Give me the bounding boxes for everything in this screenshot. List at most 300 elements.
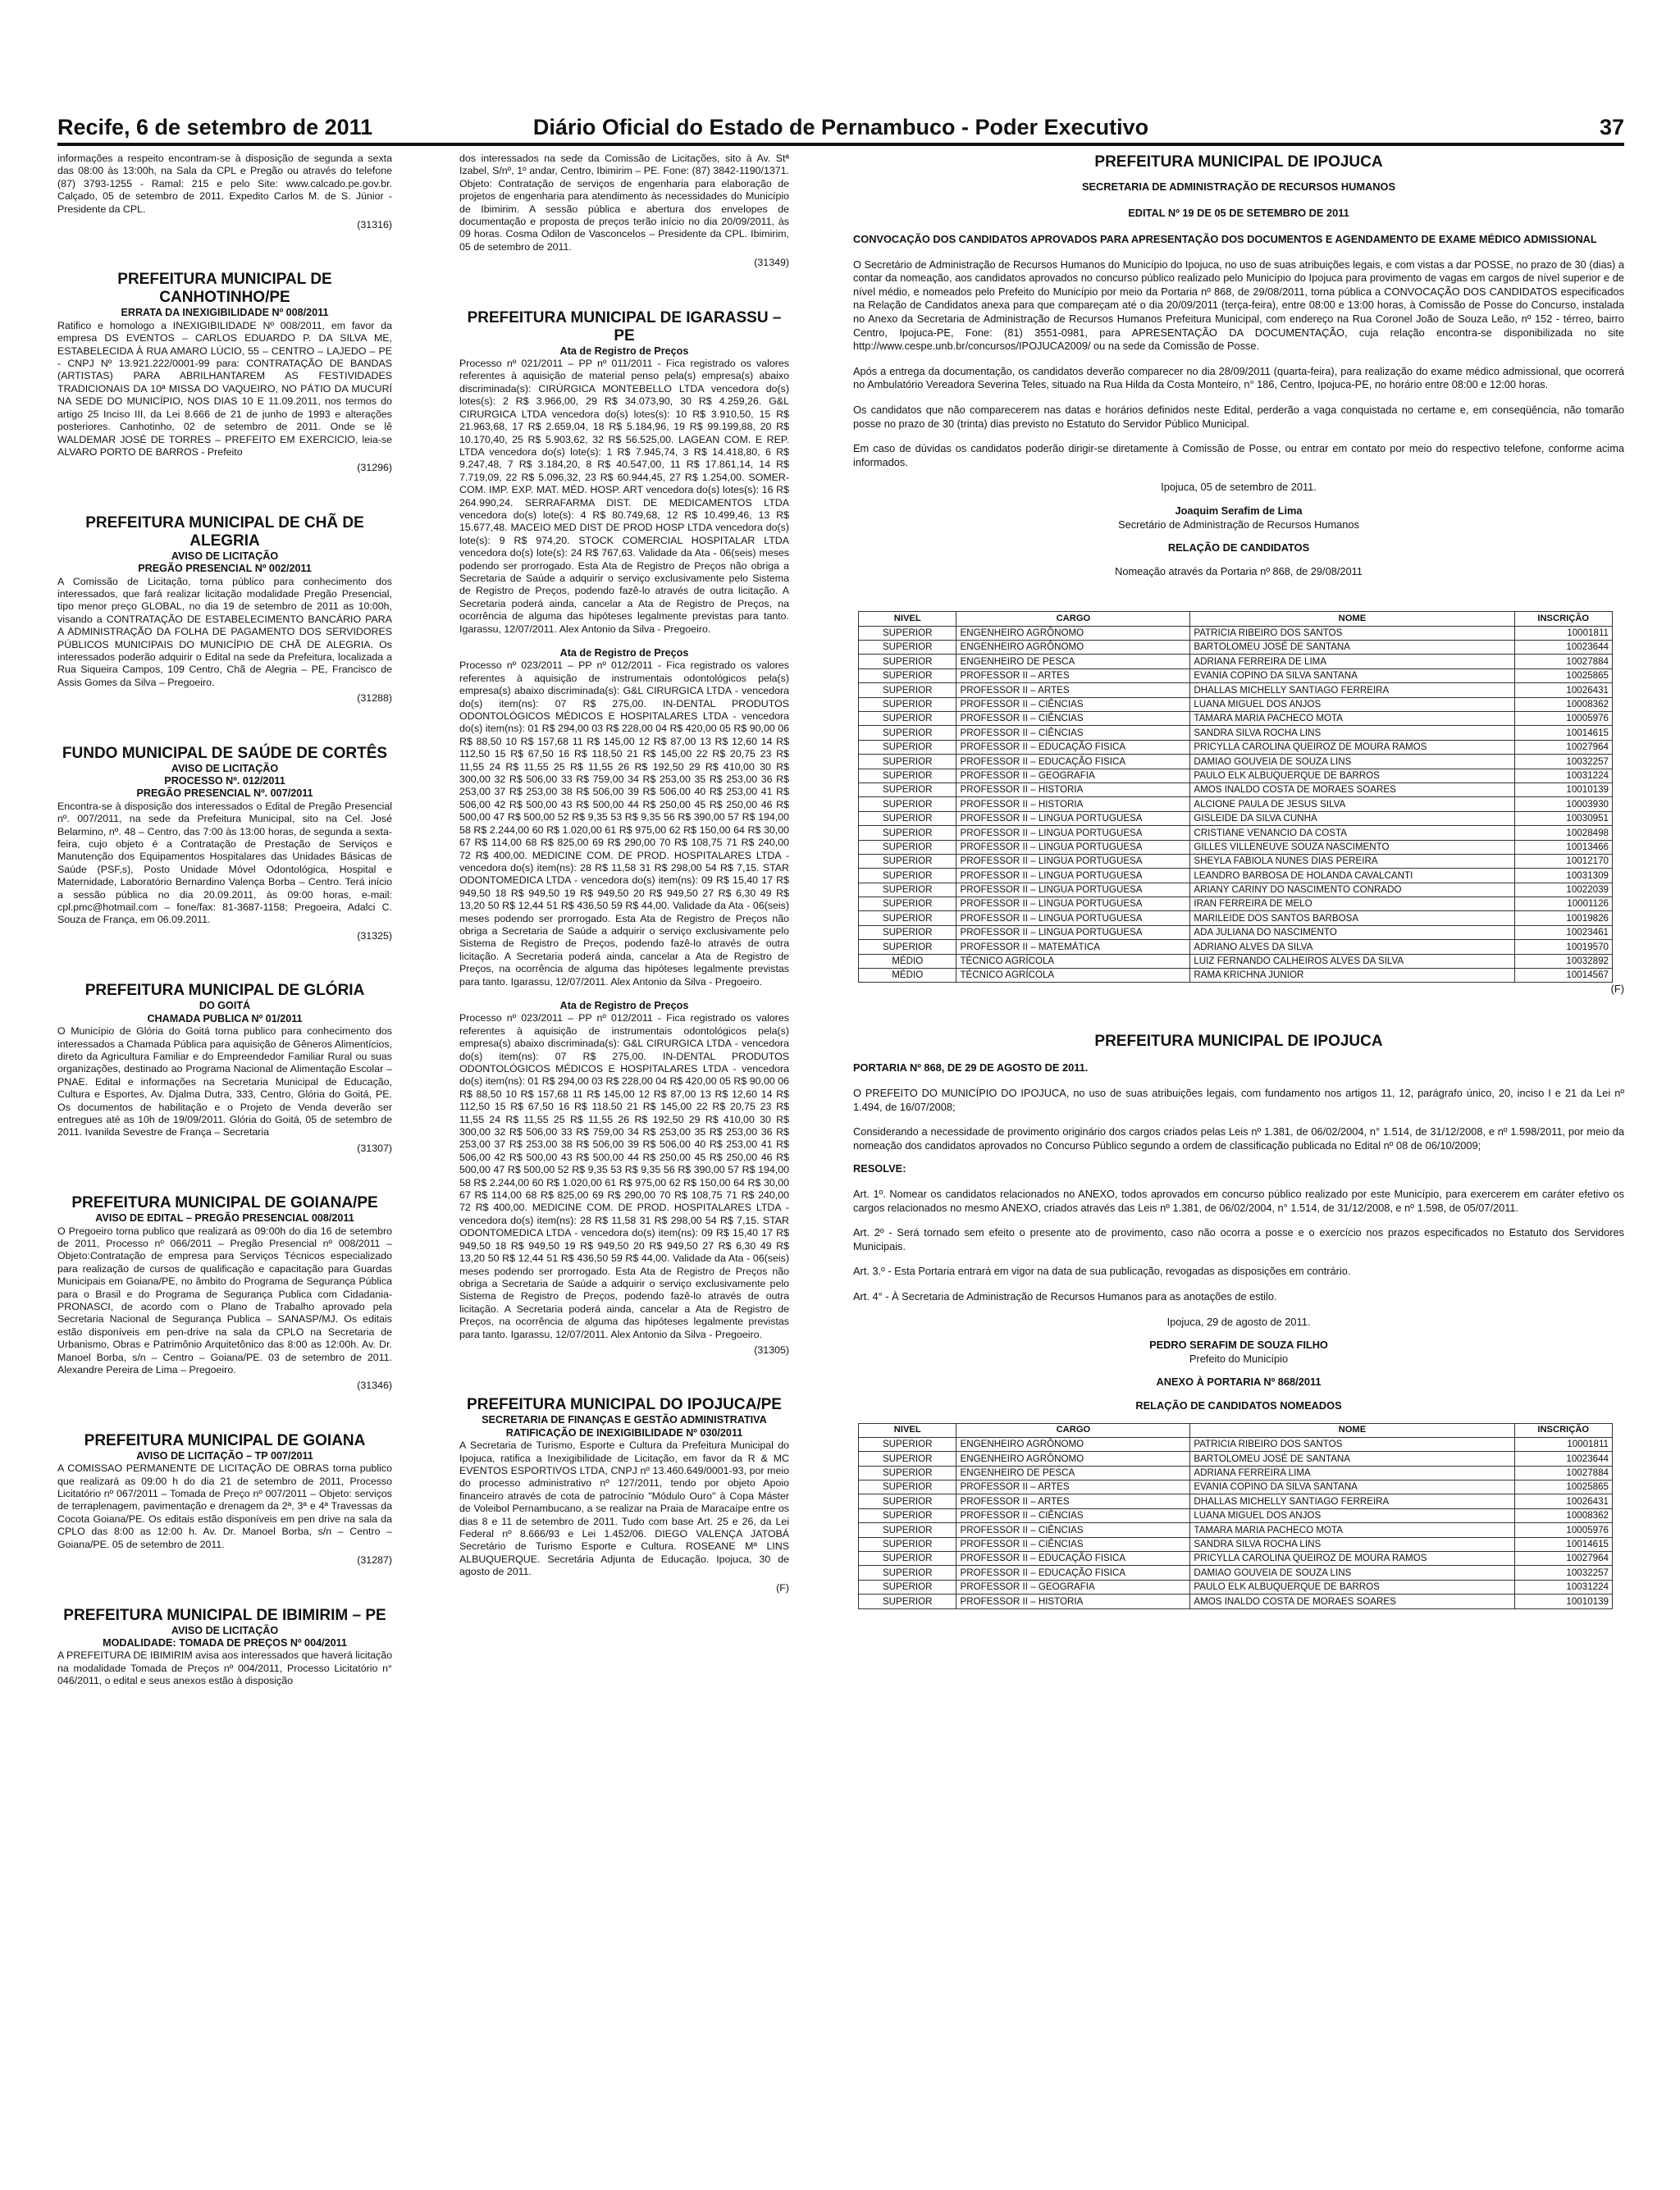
- section-gap: [57, 1579, 392, 1607]
- table-row: [859, 1481, 1613, 1494]
- table-cell: 10025865: [1514, 1481, 1613, 1494]
- table-cell: 10031224: [1514, 769, 1613, 782]
- table-cell: SUPERIOR: [859, 740, 956, 754]
- notice: [459, 1368, 789, 1595]
- place-date: Ipojuca, 29 de agosto de 2011.: [1166, 1315, 1311, 1328]
- notice: [57, 954, 392, 1155]
- table-cell: PROFESSOR II – EDUCAÇÃO FISICA: [956, 1552, 1190, 1566]
- table-cell: 10010139: [1514, 782, 1613, 796]
- notice-subtitle: AVISO DE LICITAÇÃO: [171, 1624, 279, 1636]
- portaria-section: [853, 1032, 1624, 1608]
- notice-text: O Município de Glória do Goitá torna publico para conhecimento dos interessados a Chamada Pública para aquisição de Gêneros Alimentícios, direto da Agricultura Familiar e do Empreendedor Familiar Rural ou suas organizações, destinado ao Programa Nacional de Alimentação Escolar – PNAE. Edital e informações na Secretaria Municipal de Educação, Cultura e Esportes, Av. Djalma Dutra, 333, Centro, Glória do Goitá, PE. Os documentos de habilitação e o Projeto de Venda deverão ser entregues até as 10h de 19/09/2011. Glória do Goitá, 05 de setembro de 2011. Ivanilda Sevestre de França – Secretaria: [57, 1025, 392, 1138]
- table-cell: DAMIAO GOUVEIA DE SOUZA LINS: [1190, 755, 1514, 769]
- section-gap: [57, 954, 392, 982]
- table-cell: PROFESSOR II – EDUCAÇÃO FISICA: [956, 1566, 1190, 1580]
- notice-subtitle: Ata de Registro de Preços: [559, 999, 689, 1011]
- table-cell: SUPERIOR: [859, 925, 956, 939]
- table-cell: SANDRA SILVA ROCHA LINS: [1190, 726, 1514, 740]
- table-cell: TAMARA MARIA PACHECO MOTA: [1190, 712, 1514, 726]
- notice: [459, 281, 789, 636]
- table-cell: 10019826: [1514, 911, 1613, 925]
- table-cell: PRICYLLA CAROLINA QUEIROZ DE MOURA RAMOS: [1190, 740, 1514, 754]
- table-cell: ADRIANA FERREIRA LIMA: [1190, 1466, 1514, 1480]
- paragraph-gap: [853, 1279, 1624, 1290]
- table-row: [859, 840, 1613, 854]
- candidates-table: [858, 611, 1613, 983]
- section-gap: [57, 1404, 392, 1432]
- paragraph: O Secretário de Administração de Recursos Humanos do Município do Ipojuca, no uso de suas atribuições legais, e com vistas a dar POSSE, no prazo de 30 (dias) a contar da nomeação, aos candidatos aprovados no concurso público realizado pelo Município do Ipojuca para provimento de vagas em cargos de nível superior e de nível médio, e nomeados pelo Prefeito do Município por meio da Portaria nº 868, de 29/08/2011, torna pública a CONVOCAÇÃO DOS CANDIDATOS especificados na Relação de Candidatos anexa para que compareçam até o dia 20/09/2011 (terça-feira), entre 08:00 e 13:00 horas, à Comissão de Posse do Concurso, instalada no Anexo da Secretaria de Administração de Recursos Humanos Prefeitura Municipal, com endereço na Rua Coronel João de Souza Leão, nº 152 - térreo, bairro Centro, Ipojuca-PE, Fone: (81) 3551-0981, para APRESENTAÇÃO DA DOCUMENTAÇÃO, cuja relação encontra-se disponibilizada no site http://www.cespe.unb.br/concursos/IPOJUCA2009/ ou na sede da Comissão de Posse.: [853, 258, 1624, 353]
- section-gap: [57, 486, 392, 514]
- section-gap: [57, 243, 392, 271]
- table-cell: ENGENHEIRO AGRÔNOMO: [956, 641, 1190, 655]
- section-code: (F): [1610, 983, 1624, 996]
- table-cell: PAULO ELK ALBUQUERQUE DE BARROS: [1190, 1580, 1514, 1594]
- table-cell: SUPERIOR: [859, 1566, 956, 1580]
- paragraph-gap: [853, 354, 1624, 365]
- table-row: [859, 740, 1613, 754]
- table-row: [859, 969, 1613, 983]
- annex-heading: ANEXO À PORTARIA Nº 868/2011: [1156, 1376, 1322, 1389]
- table-cell: SUPERIOR: [859, 1508, 956, 1522]
- notice-code: (31288): [357, 692, 392, 705]
- column-middle: [459, 153, 789, 2170]
- table-cell: SUPERIOR: [859, 940, 956, 954]
- table-row: [859, 1523, 1613, 1537]
- table-cell: MÉDIO: [859, 954, 956, 968]
- notice-text: A Comissão de Licitação, torna público para conhecimento dos interessados, que fará realizar licitação modalidade Pregão Presencial, tipo menor preço GLOBAL, no dia 19 de setembro de 2011 as 10:00h, visando a CONTRATAÇÃO DE ESTABELECIMENTO BANCÁRIO PARA A ADMINISTRAÇÃO DA FOLHA DE PAGAMENTO DOS SERVIDORES PÚBLICOS MUNICIPAIS DO MUNICÍPIO DE CHÃ DE ALEGRIA. Os interessados poderão adquirir o Edital na sede da Prefeitura, localizada a Rua Siqueira Campos, 109 Centro, Chã de Alegria – PE, Francisco de Assis Gomes da Silva – Pregoeiro.: [57, 575, 392, 688]
- table-cell: LEANDRO BARBOSA DE HOLANDA CAVALCANTI: [1190, 869, 1514, 883]
- notice-org: PREFEITURA MUNICIPAL DE CHÃ DE ALEGRIA: [85, 513, 364, 550]
- table-cell: 10028498: [1514, 826, 1613, 840]
- paragraph: Os candidatos que não comparecerem nas datas e horários definidos neste Edital, perderão a vaga conquistada no certame e, em conseqüência, não tomarão posse no prazo de 30 (trinta) dias previsto no Estatuto do Servidor Público Municipal.: [853, 403, 1624, 430]
- table-cell: SUPERIOR: [859, 854, 956, 868]
- paragraph: Considerando a necessidade de provimento originário dos cargos criados pelas Leis nº 1.381, de 06/02/2004, n° 1.514, de 31/12/2008, e nº 1.598/2011, por meio da nomeação dos candidatos aprovados no Concurso Público segundo a ordem de classificação publicada no Edital nº 08 de 06/10/2009;: [853, 1125, 1624, 1152]
- relation-heading: RELAÇÃO DE CANDIDATOS NOMEADOS: [1135, 1398, 1342, 1412]
- notice-subtitle: CHAMADA PUBLICA Nº 01/2011: [147, 1012, 303, 1024]
- table-cell: PROFESSOR II – CIÊNCIAS: [956, 1523, 1190, 1537]
- table-cell: PROFESSOR II – LINGUA PORTUGUESA: [956, 869, 1190, 883]
- notice-code: (31296): [357, 462, 392, 474]
- column-right: [853, 153, 1624, 2170]
- notice-subtitle: PREGÃO PRESENCIAL Nº 002/2011: [138, 563, 312, 575]
- table-row: [859, 1537, 1613, 1551]
- notice: [459, 153, 789, 270]
- notice-code: (31305): [754, 1344, 789, 1356]
- table-cell: ADRIANO ALVES DA SILVA: [1190, 940, 1514, 954]
- table-cell: ENGENHEIRO DE PESCA: [956, 1466, 1190, 1480]
- table-cell: PROFESSOR II – MATEMÁTICA: [956, 940, 1190, 954]
- notice: [459, 647, 789, 988]
- notice-code: (31346): [357, 1380, 392, 1392]
- table-cell: SUPERIOR: [859, 811, 956, 825]
- column-left: [57, 153, 392, 2170]
- place-date: Ipojuca, 05 de setembro de 2011.: [1161, 481, 1317, 494]
- column-header: CARGO: [956, 612, 1190, 626]
- notice-subtitle: Ata de Registro de Preços: [559, 344, 689, 357]
- table-cell: 10001811: [1514, 626, 1613, 640]
- notice-text: informações a respeito encontram-se à disposição de segunda a sexta das 08:00 às 13:00h, na Sala da CPL e Pregão ou através do telefone (87) 3793-1255 - Ramal: 215 e pelo Site: www.calcado.pe.gov.br. Calçado, 05 de setembro de 2011. Expedito Carlos M. de S. Júnior - Presidente da CPL.: [57, 153, 392, 215]
- table-cell: SUPERIOR: [859, 1481, 956, 1494]
- table-row: [859, 626, 1613, 640]
- portaria-heading: PORTARIA Nº 868, DE 29 DE AGOSTO DE 2011.: [853, 1061, 1089, 1074]
- nomination-note: Nomeação através da Portaria nº 868, de 29/08/2011: [1115, 564, 1363, 577]
- page-number: 37: [1599, 115, 1624, 139]
- table-cell: 10014615: [1514, 1537, 1613, 1551]
- notice-subtitle: PREGÃO PRESENCIAL Nº. 007/2011: [136, 787, 313, 800]
- table-cell: SUPERIOR: [859, 797, 956, 811]
- table-cell: 10032257: [1514, 755, 1613, 769]
- table-row: [859, 897, 1613, 911]
- table-cell: 10032892: [1514, 954, 1613, 968]
- notice-org: PREFEITURA MUNICIPAL DE IGARASSU – PE: [467, 308, 782, 344]
- table-cell: SUPERIOR: [859, 726, 956, 740]
- notice-subtitle: PROCESSO Nº. 012/2011: [164, 775, 285, 787]
- table-cell: PROFESSOR II – HISTORIA: [956, 1595, 1190, 1608]
- table-row: [859, 1595, 1613, 1608]
- table-cell: 10025865: [1514, 668, 1613, 682]
- table-cell: SUPERIOR: [859, 897, 956, 911]
- portaria-paragraphs: [853, 1075, 1624, 1152]
- table-cell: PROFESSOR II – HISTORIA: [956, 797, 1190, 811]
- table-row: [859, 1466, 1613, 1480]
- table-cell: PROFESSOR II – CIÊNCIAS: [956, 1508, 1190, 1522]
- table-cell: PROFESSOR II – CIÊNCIAS: [956, 726, 1190, 740]
- table-row: [859, 883, 1613, 897]
- table-cell: SUPERIOR: [859, 683, 956, 697]
- table-cell: 10031224: [1514, 1580, 1613, 1594]
- table-cell: SUPERIOR: [859, 668, 956, 682]
- table-cell: SUPERIOR: [859, 1595, 956, 1608]
- paragraph: O PREFEITO DO MUNICÍPIO DO IPOJUCA, no uso de suas atribuições legais, com fundamento nos artigos 11, 12, parágrafo único, 20, inciso I e 21 da Lei nº 1.494, de 16/07/2008;: [853, 1087, 1624, 1113]
- table-cell: SUPERIOR: [859, 697, 956, 711]
- table-cell: SHEYLA FABIOLA NUNES DIAS PEREIRA: [1190, 854, 1514, 868]
- table-cell: EVANIA COPINO DA SILVA SANTANA: [1190, 668, 1514, 682]
- table-cell: GISLEIDE DA SILVA CUNHA: [1190, 811, 1514, 825]
- table-cell: CRISTIANE VENANCIO DA COSTA: [1190, 826, 1514, 840]
- table-cell: 10010139: [1514, 1595, 1613, 1608]
- table-cell: PROFESSOR II – EDUCAÇÃO FISICA: [956, 755, 1190, 769]
- masthead-date: Recife, 6 de setembro de 2011: [57, 115, 373, 139]
- table-row: [859, 755, 1613, 769]
- table-cell: ENGENHEIRO DE PESCA: [956, 655, 1190, 668]
- table-cell: MÉDIO: [859, 969, 956, 983]
- table-row: [859, 683, 1613, 697]
- table-cell: SUPERIOR: [859, 869, 956, 883]
- table-cell: SUPERIOR: [859, 626, 956, 640]
- table-cell: TÉCNICO AGRÍCOLA: [956, 969, 1190, 983]
- table-cell: 10022039: [1514, 883, 1613, 897]
- table-cell: PATRICIA RIBEIRO DOS SANTOS: [1190, 1437, 1514, 1451]
- notice-code: (31325): [357, 929, 392, 942]
- notice-text: O Pregoeiro torna publico que realizará as 09:00h do dia 16 de setembro de 2011, Processo nº 066/2011 – Pregão Presencial nº 008/2011 – Objeto:Contratação de empresa para Serviços Técnicos especializado para realização de cursos de qualificação e capacitação para Guardas Municipais em Goiana/PE, no âmbito do Programa de Segurança Pública para o Brasil e do Programa de Segurança Publica com Cidadania- PRONASCI, de acordo com o Plano de Trabalho aprovado pela Secretaria Nacional de Segurança Publica – SANASP/MJ. Os editais estão disponíveis em pen-drive na sala da CPLO na Secretaria de Urbanismo, Obras e Patrimônio Arquitetônico das 8:00 as 12:00h. Av. Dr. Manoel Borba, s/n – Centro – Goiana/PE. 03 de setembro de 2011. Alexandre Pereira de Lima – Pregoeiro.: [57, 1225, 392, 1376]
- table-row: [859, 782, 1613, 796]
- notice: [57, 1404, 392, 1567]
- table-cell: IRAN FERREIRA DE MELO: [1190, 897, 1514, 911]
- table-header-row: [859, 612, 1613, 626]
- table-cell: PROFESSOR II – LINGUA PORTUGUESA: [956, 840, 1190, 854]
- table-cell: 10008362: [1514, 1508, 1613, 1522]
- table-cell: 10019570: [1514, 940, 1613, 954]
- table-cell: SUPERIOR: [859, 840, 956, 854]
- portaria-articles: [853, 1176, 1624, 1304]
- paragraph: Art. 1º. Nomear os candidatos relacionados no ANEXO, todos aprovados em concurso público realizado por este Município, para exercerem em caráter efetivo os cargos relacionados no mesmo ANEXO, criados através das Leis nº 1.381, de 06/02/2004, n° 1.514, de 31/12/2008, e nº 1.598, de 05/07/2011.: [853, 1188, 1624, 1214]
- signer-name: PEDRO SERAFIM DE SOUZA FILHO: [1149, 1339, 1328, 1352]
- paragraph-gap: [853, 1075, 1624, 1087]
- table-cell: PROFESSOR II – GEOGRAFIA: [956, 769, 1190, 782]
- table-row: [859, 697, 1613, 711]
- table-cell: AMOS INALDO COSTA DE MORAES SOARES: [1190, 782, 1514, 796]
- table-cell: TÉCNICO AGRÍCOLA: [956, 954, 1190, 968]
- notice-text: A PREFEITURA DE IBIMIRIM avisa aos interessados que haverá licitação na modalidade Tomada de Preços nº 004/2011, Processo Licitatório n° 046/2011, o edital e seus anexos estão à disposição: [57, 1649, 392, 1687]
- table-row: [859, 797, 1613, 811]
- relation-heading: RELAÇÃO DE CANDIDATOS: [1167, 541, 1310, 554]
- table-cell: SUPERIOR: [859, 911, 956, 925]
- table-row: [859, 1508, 1613, 1522]
- table-cell: 10003930: [1514, 797, 1613, 811]
- table-cell: BARTOLOMEU JOSÉ DE SANTANA: [1190, 641, 1514, 655]
- notice-text: Processo nº 021/2011 – PP nº 011/2011 - Fica registrado os valores referentes à aquisição de material penso pela(s) empresa(s) abaixo discriminada(s): CIRÚRGICA MONTEBELLO LTDA vencedora do(s) lotes(s): 2 R$ 3.966,00, 29 R$ 34.073,90, 30 R$ 4.259,26. G&L CIRURGICA LTDA vencedora do(s) lotes(s): 10 R$ 3.910,50, 15 R$ 21.963,68, 17 R$ 2.659,04, 18 R$ 5.184,96, 19 R$ 99.199,88, 20 R$ 10.170,40, 25 R$ 5.903,62, 32 R$ 56.525,00. LAGEAN COM. E REP. LTDA vencedora do(s) lote(s): 1 R$ 7.945,74, 3 R$ 14.418,80, 6 R$ 9.247,48, 7 R$ 3.184,20, 8 R$ 40.547,00, 11 R$ 17.861,14, 14 R$ 7.719,09, 22 R$ 5.096,32, 23 R$ 60.944,45, 27 R$ 1.254,00. SOMER-COM. IMP. EXP. MAT. MÉD. HOSP. ART vencedora do(s) lotes(s): 16 R$ 264.990,24. SERRAFARMA DIST. DE MEDICAMENTOS LTDA vencedora do(s) lote(s): 4 R$ 80.749,68, 12 R$ 10.499,46, 13 R$ 15.677,48. MACEIO MED DIST DE PROD HOSP LTDA vencedora do(s) lote(s): 9 R$ 974,20. STOCK COMERCIAL HOSPITALAR LTDA vencedora do(s) lote(s): 24 R$ 767,63. Validade da Ata - 06(seis) meses podendo ser prorrogado. Esta Ata de Registro de Preços não obriga a Secretaria de Saúde a adquirir o serviço exclusivamente pelo Sistema de Registro de Preços, podendo fazê-lo através de outra licitação. A Secretaria poderá ainda, cancelar a Ata de Registro de Preços, na ocorrência de alguma das hipóteses legalmente previstas para tanto. Igarassu, 12/07/2011. Alex Antonio da Silva - Pregoeiro.: [459, 358, 789, 635]
- table-row: [859, 911, 1613, 925]
- table-row: [859, 641, 1613, 655]
- table-row: [859, 1552, 1613, 1566]
- table-cell: SANDRA SILVA ROCHA LINS: [1190, 1537, 1514, 1551]
- table-cell: SUPERIOR: [859, 755, 956, 769]
- paragraph-gap: [853, 247, 1624, 258]
- section-gap: [57, 717, 392, 745]
- table-cell: SUPERIOR: [859, 1580, 956, 1594]
- table-cell: SUPERIOR: [859, 1452, 956, 1466]
- notice: [57, 1579, 392, 1688]
- table-cell: RAMA KRICHNA JUNIOR: [1190, 969, 1514, 983]
- table-row: [859, 1566, 1613, 1580]
- table-cell: PROFESSOR II – CIÊNCIAS: [956, 697, 1190, 711]
- table-row: [859, 869, 1613, 883]
- notice-subtitle: AVISO DE LICITAÇÃO: [171, 762, 279, 774]
- table-cell: PROFESSOR II – CIÊNCIAS: [956, 1537, 1190, 1551]
- paragraph-gap: [853, 1114, 1624, 1125]
- table-cell: 10027964: [1514, 740, 1613, 754]
- table-cell: 10027964: [1514, 1552, 1613, 1566]
- table-cell: PROFESSOR II – LINGUA PORTUGUESA: [956, 826, 1190, 840]
- table-cell: 10027884: [1514, 1466, 1613, 1480]
- notice-text: Ratifico e homologo a INEXIGIBILIDADE Nº 008/2011, em favor da empresa DS EVENTOS – CARLOS EDUARDO P. DA SILVA ME, ESTABELECIDA À RUA AMARO LÚCIO, 55 – CENTRO – LAJEDO – PE - CNPJ Nº 13.921.222/0001-99 para: CONTRATAÇÃO DE BANDAS (ARTISTAS) PARA ABRILHANTAREM AS FESTIVIDADES TRADICIONAIS DA 10ª MISSA DO VAQUEIRO, NO PÁTIO DA MUCURÍ NA SEDE DO MUNICÍPIO, NOS DIAS 10 E 11.09.2011, nos termos do artigo 25 Inciso III, da Lei 8.666 de 21 de junho de 1993 e alterações posteriores. Canhotinho, 02 de setembro de 2011. Onde se lê WALDEMAR JOSÉ DE TORRES – PREFEITO EM EXERCICIO, leia-se ALVARO PORTO DE BARROS - Prefeito: [57, 319, 392, 458]
- notice-org: PREFEITURA MUNICIPAL DE IBIMIRIM – PE: [63, 1606, 386, 1624]
- table-cell: ENGENHEIRO AGRÔNOMO: [956, 1452, 1190, 1466]
- table-cell: DHALLAS MICHELLY SANTIAGO FERREIRA: [1190, 1494, 1514, 1508]
- table-cell: PROFESSOR II – ARTES: [956, 668, 1190, 682]
- table-row: [859, 769, 1613, 782]
- table-cell: PRICYLLA CAROLINA QUEIROZ DE MOURA RAMOS: [1190, 1552, 1514, 1566]
- table-cell: 10026431: [1514, 1494, 1613, 1508]
- signer-role: Secretário de Administração de Recursos Humanos: [1118, 518, 1359, 531]
- table-row: [859, 925, 1613, 939]
- table-cell: 10030951: [1514, 811, 1613, 825]
- paragraph-gap: [853, 431, 1624, 442]
- table-row: [859, 940, 1613, 954]
- table-cell: MARILEIDE DOS SANTOS BARBOSA: [1190, 911, 1514, 925]
- table-cell: PROFESSOR II – LINGUA PORTUGUESA: [956, 911, 1190, 925]
- notice-text: Processo nº 023/2011 – PP nº 012/2011 - Fica registrado os valores referentes à aquisição de instrumentais odontológicos pela(s) empresa(s) abaixo discriminada(s): G&L CIRURGICA LTDA - vencedora do(s) item(ns): 07 R$ 275,00. IN-DENTAL PRODUTOS ODONTOLÓGICOS MÉDICOS E HOSPITALARES LTDA - vencedora do(s) item(ns): 01 R$ 294,00 03 R$ 228,00 04 R$ 420,00 05 R$ 90,00 06 R$ 88,50 10 R$ 157,68 11 R$ 145,00 12 R$ 87,00 13 R$ 12,60 14 R$ 112,50 15 R$ 67,50 16 R$ 118,50 21 R$ 145,00 22 R$ 20,75 23 R$ 11,55 24 R$ 11,55 25 R$ 11,55 26 R$ 192,50 29 R$ 410,00 30 R$ 300,00 32 R$ 506,00 33 R$ 759,00 34 R$ 253,00 35 R$ 253,00 36 R$ 253,00 37 R$ 253,00 38 R$ 506,00 39 R$ 506,00 40 R$ 253,00 41 R$ 506,00 42 R$ 500,00 43 R$ 500,00 44 R$ 250,00 45 R$ 250,00 46 R$ 500,00 47 R$ 500,00 52 R$ 9,35 53 R$ 9,35 56 R$ 390,00 57 R$ 194,00 58 R$ 2.244,00 60 R$ 1.020,00 61 R$ 975,00 62 R$ 150,00 64 R$ 30,00 67 R$ 114,00 68 R$ 825,00 69 R$ 290,00 70 R$ 108,75 71 R$ 240,00 72 R$ 400,00. MEDICINE COM. DE PROD. HOSPITALARES LTDA - vencedora do(s) item(ns): 28 R$ 11,58 31 R$ 298,00 54 R$ 7,15. STAR ODONTOMEDICA LTDA - vencedora do(s) item(ns): 09 R$ 15,40 17 R$ 949,50 18 R$ 949,50 19 R$ 949,50 20 R$ 949,50 27 R$ 6,30 49 R$ 13,20 50 R$ 12,44 51 R$ 436,50 59 R$ 44,00. Validade da Ata - 06(seis) meses podendo ser prorrogado. Esta Ata de Registro de Preços não obriga a Secretaria de Saúde a adquirir o serviço exclusivamente pelo Sistema de Registro de Preços, podendo fazê-lo através de outra licitação. A Secretaria poderá ainda, cancelar a Ata de Registro de Preços, na ocorrência de alguma das hipóteses legalmente previstas para tanto. Igarassu, 12/07/2011. Alex Antonio da Silva - Pregoeiro.: [459, 659, 789, 988]
- table-row: [859, 712, 1613, 726]
- table-row: [859, 1494, 1613, 1508]
- paragraph-gap: [853, 392, 1624, 404]
- table-cell: SUPERIOR: [859, 1523, 956, 1537]
- resolve-heading: RESOLVE:: [853, 1162, 906, 1175]
- table-cell: DAMIAO GOUVEIA DE SOUZA LINS: [1190, 1566, 1514, 1580]
- table-cell: 10012170: [1514, 854, 1613, 868]
- table-cell: PROFESSOR II – LINGUA PORTUGUESA: [956, 854, 1190, 868]
- table-cell: ALCIONE PAULA DE JESUS SILVA: [1190, 797, 1514, 811]
- paragraph: Art. 4° - À Secretaria de Administração de Recursos Humanos para as anotações de estilo.: [853, 1289, 1277, 1303]
- table-cell: PROFESSOR II – LINGUA PORTUGUESA: [956, 925, 1190, 939]
- notice-subtitle: AVISO DE LICITAÇÃO – TP 007/2011: [136, 1449, 313, 1462]
- paragraph: Após a entrega da documentação, os candidatos deverão comparecer no dia 28/09/2011 (quarta-feira), para realização do exame médico admissional, que ocorrerá no Ambulatório Vereadora Severina Teles, situado na Rua Hilda da Costa Monteiro, n° 186, Centro, Ipojuca-PE, no horário entre 08:00 e 12:00 horas.: [853, 364, 1624, 391]
- table-cell: SUPERIOR: [859, 1494, 956, 1508]
- column-header: CARGO: [956, 1423, 1190, 1437]
- table-cell: 10013466: [1514, 840, 1613, 854]
- table-row: [859, 954, 1613, 968]
- table-cell: 10031309: [1514, 869, 1613, 883]
- section-subtitle: EDITAL Nº 19 DE 05 DE SETEMBRO DE 2011: [1128, 207, 1349, 219]
- notice-org: PREFEITURA MUNICIPAL DE GOIANA/PE: [71, 1194, 378, 1212]
- table-header-row: [859, 1423, 1613, 1437]
- table-cell: 10001811: [1514, 1437, 1613, 1451]
- table-cell: TAMARA MARIA PACHECO MOTA: [1190, 1523, 1514, 1537]
- paragraph-gap: [853, 1176, 1624, 1188]
- table-cell: PROFESSOR II – GEOGRAFIA: [956, 1580, 1190, 1594]
- table-cell: 10008362: [1514, 697, 1613, 711]
- notice-code: (31349): [754, 257, 789, 269]
- notice: [57, 243, 392, 474]
- notice-subtitle: AVISO DE EDITAL – PREGÃO PRESENCIAL 008/2011: [95, 1212, 354, 1225]
- table-cell: 10032257: [1514, 1566, 1613, 1580]
- masthead-title: Diário Oficial do Estado de Pernambuco - Poder Executivo: [532, 115, 1149, 139]
- table-cell: EVANIA COPINO DA SILVA SANTANA: [1190, 1481, 1514, 1494]
- notice-code: (31316): [357, 219, 392, 231]
- table-cell: SUPERIOR: [859, 712, 956, 726]
- section-title: PREFEITURA MUNICIPAL DE IPOJUCA: [1094, 1033, 1383, 1051]
- signer-role: Prefeito do Município: [1189, 1352, 1289, 1365]
- notice-subtitle: ERRATA DA INEXIGIBILIDADE Nº 008/2011: [121, 307, 329, 319]
- table-cell: PROFESSOR II – LINGUA PORTUGUESA: [956, 811, 1190, 825]
- paragraph: Em caso de dúvidas os candidatos poderão dirigir-se diretamente à Comissão de Posse, ou entrar em contato por meio do respectivo telefone, conforme acima informados.: [853, 442, 1624, 468]
- notice-org: PREFEITURA MUNICIPAL DE CANHOTINHO/PE: [117, 271, 332, 307]
- table-cell: ADRIANA FERREIRA DE LIMA: [1190, 655, 1514, 668]
- edital-section: [853, 153, 1624, 996]
- notice-org: PREFEITURA MUNICIPAL DE GOIANA: [84, 1431, 366, 1449]
- column-header: NOME: [1190, 1423, 1514, 1437]
- table-cell: PROFESSOR II – ARTES: [956, 1494, 1190, 1508]
- table-cell: SUPERIOR: [859, 769, 956, 782]
- table-cell: ARIANY CARINY DO NASCIMENTO CONRADO: [1190, 883, 1514, 897]
- table-cell: 10023461: [1514, 925, 1613, 939]
- table-cell: SUPERIOR: [859, 1537, 956, 1551]
- table-row: [859, 1452, 1613, 1466]
- table-cell: 10005976: [1514, 712, 1613, 726]
- section-title: PREFEITURA MUNICIPAL DE IPOJUCA: [1094, 153, 1383, 171]
- table-cell: SUPERIOR: [859, 1437, 956, 1451]
- paragraph: Art. 3.º - Esta Portaria entrará em vigor na data de sua publicação, revogadas as disposições em contrário.: [853, 1265, 1351, 1278]
- notice-subtitle: RATIFICAÇÃO DE INEXIGIBILIDADE Nº 030/2011: [505, 1426, 743, 1439]
- notice-text: A Secretaria de Turismo, Esporte e Cultura da Prefeitura Municipal do Ipojuca, ratifica a Inexigibilidade de Licitação, em favor da R & MC EVENTOS ESPORTIVOS LTDA, CNPJ nº 13.460.649/0001-93, por meio do processo administrativo nº 127/2011, tendo por objeto Apoio financeiro através de cota de patrocínio "Módulo Ouro" à Copa Máster de Voleibol Pernambucano, a se realizar na Praia de Maracaípe entre os dias 8 e 11 de setembro de 2011. Tudo com base Art. 25 e 26, da Lei Federal nº 8.666/93 e Lei 1.452/06. DIEGO VALENÇA JATOBÁ Secretário de Turismo Esporte e Cultura. ROSEANE Mª LINS ALBUQUERQUE. Secretária Adjunta de Educação. Ipojuca, 30 de agosto de 2011.: [459, 1439, 789, 1578]
- table-row: [859, 668, 1613, 682]
- edital-paragraphs: [853, 247, 1624, 470]
- table-cell: AMOS INALDO COSTA DE MORAES SOARES: [1190, 1595, 1514, 1608]
- notice: [57, 1166, 392, 1393]
- nominated-table: [858, 1423, 1613, 1609]
- section-subtitle: SECRETARIA DE ADMINISTRAÇÃO DE RECURSOS HUMANOS: [1081, 180, 1396, 193]
- paragraph-gap: [853, 1253, 1624, 1265]
- table-cell: 10027884: [1514, 655, 1613, 668]
- section-gap: [459, 281, 789, 309]
- table-cell: PAULO ELK ALBUQUERQUE DE BARROS: [1190, 769, 1514, 782]
- table-cell: PATRICIA RIBEIRO DOS SANTOS: [1190, 626, 1514, 640]
- table-cell: PROFESSOR II – ARTES: [956, 1481, 1190, 1494]
- notice-text: Processo nº 023/2011 – PP nº 012/2011 - Fica registrado os valores referentes à aquisição de instrumentais odontológicos pela(s) empresa(s) abaixo discriminada(s): G&L CIRURGICA LTDA - vencedora do(s) item(ns): 07 R$ 275,00. IN-DENTAL PRODUTOS ODONTOLÓGICOS MÉDICOS E HOSPITALARES LTDA - vencedora do(s) item(ns): 01 R$ 294,00 03 R$ 228,00 04 R$ 420,00 05 R$ 90,00 06 R$ 88,50 10 R$ 157,68 11 R$ 145,00 12 R$ 87,00 13 R$ 12,60 14 R$ 112,50 15 R$ 67,50 16 R$ 118,50 21 R$ 145,00 22 R$ 20,75 23 R$ 11,55 24 R$ 11,55 25 R$ 11,55 26 R$ 192,50 29 R$ 410,00 30 R$ 300,00 32 R$ 506,00 33 R$ 759,00 34 R$ 253,00 35 R$ 253,00 36 R$ 253,00 37 R$ 253,00 38 R$ 506,00 39 R$ 506,00 40 R$ 253,00 41 R$ 506,00 42 R$ 500,00 43 R$ 500,00 44 R$ 250,00 45 R$ 250,00 46 R$ 500,00 47 R$ 500,00 52 R$ 9,35 53 R$ 9,35 56 R$ 390,00 57 R$ 194,00 58 R$ 2.244,00 60 R$ 1.020,00 61 R$ 975,00 62 R$ 150,00 64 R$ 30,00 67 R$ 114,00 68 R$ 825,00 69 R$ 290,00 70 R$ 108,75 71 R$ 240,00 72 R$ 400,00. MEDICINE COM. DE PROD. HOSPITALARES LTDA - vencedora do(s) item(ns): 28 R$ 11,58 31 R$ 298,00 54 R$ 7,15. STAR ODONTOMEDICA LTDA - vencedora do(s) item(ns): 09 R$ 15,40 17 R$ 949,50 18 R$ 949,50 19 R$ 949,50 20 R$ 949,50 27 R$ 6,30 49 R$ 13,20 50 R$ 12,44 51 R$ 436,50 59 R$ 44,00. Validade da Ata - 06(seis) meses podendo ser prorrogado. Esta Ata de Registro de Preços não obriga a Secretaria de Saúde a adquirir o serviço exclusivamente pelo Sistema de Registro de Preços, podendo fazê-lo através de outra licitação. A Secretaria poderá ainda, cancelar a Ata de Registro de Preços, na ocorrência de alguma das hipóteses legalmente previstas para tanto. Igarassu, 12/07/2011. Alex Antonio da Silva - Pregoeiro.: [459, 1012, 789, 1340]
- notice-org: FUNDO MUNICIPAL DE SAÚDE DE CORTÊS: [62, 744, 388, 762]
- table-cell: GILLES VILLENEUVE SOUZA NASCIMENTO: [1190, 840, 1514, 854]
- table-cell: SUPERIOR: [859, 883, 956, 897]
- convocation-heading: CONVOCAÇÃO DOS CANDIDATOS APROVADOS PARA APRESENTAÇÃO DOS DOCUMENTOS E AGENDAMENTO DE EXAME MÉDICO ADMISSIONAL: [853, 233, 1597, 245]
- table-row: [859, 811, 1613, 825]
- table-cell: ENGENHEIRO AGRÔNOMO: [956, 626, 1190, 640]
- paragraph-gap: [853, 1215, 1624, 1226]
- notice-subtitle: MODALIDADE: TOMADA DE PREÇOS Nº 004/2011: [103, 1636, 347, 1649]
- table-row: [859, 1580, 1613, 1594]
- table-cell: 10014615: [1514, 726, 1613, 740]
- notice-code: (F): [776, 1581, 789, 1594]
- notice-code: (31307): [357, 1142, 392, 1154]
- notice-subtitle: Ata de Registro de Preços: [559, 647, 689, 659]
- table-cell: PROFESSOR II – LINGUA PORTUGUESA: [956, 883, 1190, 897]
- column-header: NOME: [1190, 612, 1514, 626]
- column-header: INSCRIÇÃO: [1514, 1423, 1613, 1437]
- notice: [57, 717, 392, 943]
- table-cell: DHALLAS MICHELLY SANTIAGO FERREIRA: [1190, 683, 1514, 697]
- notice-text: Encontra-se à disposição dos interessados o Edital de Pregão Presencial nº. 007/2011, na sede da Prefeitura Municipal, sito na Cel. José Belarmino, nº. 48 – Centro, das 7:00 às 13:00 horas, de segunda a sexta-feira, cujo objeto é a Contratação de Prestação de Serviços e Manutenção dos Equipamentos Hospitalares das Unidades Básicas de Saúde (PSF,s), Posto Unidade Móvel Odontológica, Hospital e Maternidade, Laboratório Bernardino Valença Borba – Centro. Terá início a sessão pública no dia 20.09.2011, às 09:00 horas, e-mail: cpl.pmc@hotmail.com – fone/fax: 81-3687-1158; Pregoeira, Adalci C. Souza de França, em 06.09.2011.: [57, 800, 392, 926]
- notice: [57, 153, 392, 231]
- notice-org: PREFEITURA MUNICIPAL DO IPOJUCA/PE: [467, 1396, 782, 1414]
- notice: [57, 486, 392, 705]
- notice-code: (31287): [357, 1554, 392, 1567]
- notice-text: A COMISSAO PERMANENTE DE LICITAÇÃO DE OBRAS torna publico que realizará as 09:00 h do dia 21 de setembro de 2011, Processo Licitatório nº 067/2011 – Tomada de Preço nº 007/2011 – Objeto: serviços de terraplenagem, pavimentação e drenagem da 2ª, 3ª e 4ª Travessas da Cocota Goiana/PE. Os editais estão disponíveis em pen drive na sala da CPLO das 8:00 as 12:00 h. Av. Dr. Manoel Borba, s/n – Centro – Goiana/PE. 05 de setembro de 2011.: [57, 1462, 392, 1550]
- table-cell: SUPERIOR: [859, 655, 956, 668]
- table-cell: SUPERIOR: [859, 826, 956, 840]
- section-gap: [459, 1368, 789, 1396]
- table-cell: 10023644: [1514, 1452, 1613, 1466]
- table-cell: PROFESSOR II – HISTORIA: [956, 782, 1190, 796]
- paragraph: Art. 2º - Será tornado sem efeito o presente ato de provimento, caso não ocorra a posse e o exercício nos prazos especificados no Estatuto dos Servidores Municipais.: [853, 1226, 1624, 1252]
- table-cell: ADA JULIANA DO NASCIMENTO: [1190, 925, 1514, 939]
- table-row: [859, 1437, 1613, 1451]
- table-cell: LUANA MIGUEL DOS ANJOS: [1190, 1508, 1514, 1522]
- table-cell: SUPERIOR: [859, 1466, 956, 1480]
- table-cell: PROFESSOR II – ARTES: [956, 683, 1190, 697]
- table-cell: SUPERIOR: [859, 641, 956, 655]
- notice-text: dos interessados na sede da Comissão de Licitações, sito à Av. Stª Izabel, S/nº, 1º andar, Centro, Ibimirim – PE. Fone: (87) 3842-1190/1371. Objeto: Contratação de serviços de engenharia para elaboração de projetos de engenharia para atendimento às necessidades do Município de Ibimirim. A sessão pública e abertura dos envelopes de documentação e proposta de preços terão início no dia 20/09/2011, às 09 horas. Cosma Odilon de Vasconcelos – Presidente da CPL. Ibimirim, 05 de setembro de 2011.: [459, 153, 789, 253]
- table-cell: 10026431: [1514, 683, 1613, 697]
- table-cell: SUPERIOR: [859, 782, 956, 796]
- notice-subtitle: DO GOITÁ: [199, 1000, 251, 1012]
- notice: [459, 1000, 789, 1357]
- table-cell: PROFESSOR II – EDUCAÇÃO FISICA: [956, 740, 1190, 754]
- signer-name: Joaquim Serafim de Lima: [1175, 504, 1303, 517]
- notice-subtitle: AVISO DE LICITAÇÃO: [171, 550, 279, 562]
- table-cell: BARTOLOMEU JOSÉ DE SANTANA: [1190, 1452, 1514, 1466]
- table-row: [859, 854, 1613, 868]
- table-cell: LUIZ FERNANDO CALHEIROS ALVES DA SILVA: [1190, 954, 1514, 968]
- table-cell: 10001126: [1514, 897, 1613, 911]
